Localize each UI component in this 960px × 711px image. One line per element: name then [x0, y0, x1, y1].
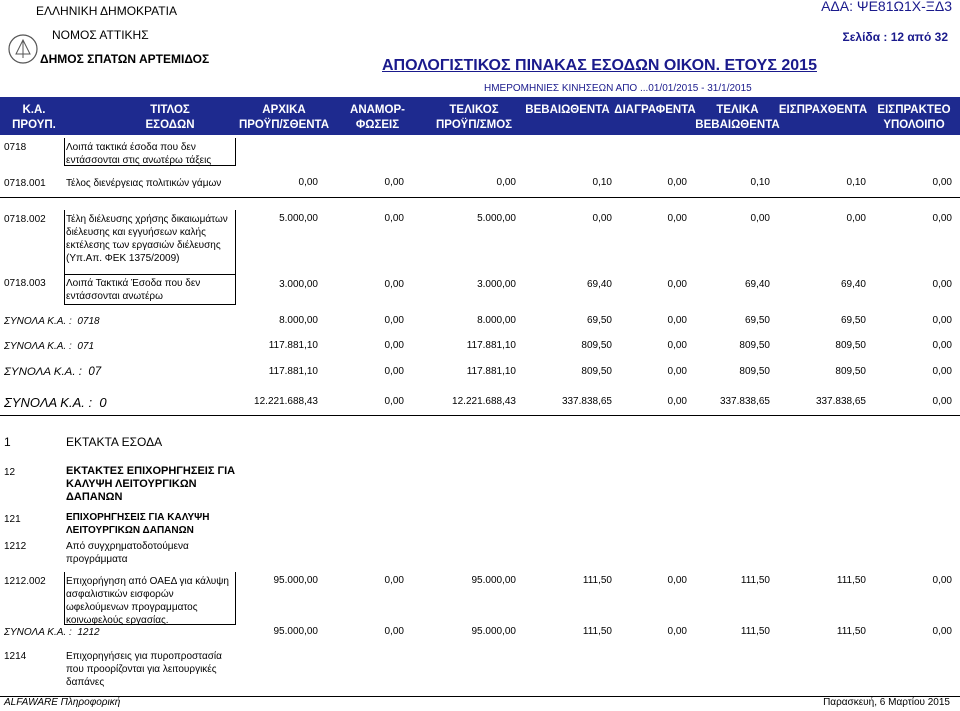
value-cell: 111,50	[582, 626, 612, 637]
value-cell: 0,00	[667, 213, 687, 224]
title-cell-box	[64, 210, 236, 275]
value-cell: 809,50	[581, 340, 612, 351]
row-code: 1212.002	[4, 576, 46, 587]
value-cell: 0,00	[384, 575, 404, 586]
col-final-budget: ΤΕΛΙΚΟΣ ΠΡΟΫΠ/ΣΜΟΣ	[435, 104, 513, 131]
total-label: ΣΥΝΟΛΑ Κ.Α. : 0	[4, 395, 107, 410]
title-cell-box	[64, 572, 236, 625]
row-code: 0718	[4, 142, 27, 153]
value-cell: 0,00	[384, 396, 404, 407]
value-cell: 0,00	[667, 315, 687, 326]
value-cell: 8.000,00	[477, 315, 516, 326]
value-cell: 809,50	[739, 340, 770, 351]
value-cell: 69,40	[586, 279, 612, 290]
value-cell: 0,00	[667, 340, 687, 351]
row-title: Από συγχρηματοδοτούμενα προγράμματα	[66, 541, 189, 565]
title-cell-box	[64, 274, 236, 305]
value-cell: 117.881,10	[466, 366, 516, 377]
value-cell: 0,00	[932, 279, 952, 290]
date-range: ΗΜΕΡΟΜΗΝΙΕΣ ΚΙΝΗΣΕΩΝ ΑΠΟ ...01/01/2015 - 31/1/2015	[484, 83, 752, 94]
value-cell: 111,50	[740, 626, 770, 637]
row-code: 0718.001	[4, 178, 46, 189]
value-cell: 0,00	[384, 366, 404, 377]
value-cell: 0,00	[932, 340, 952, 351]
row-code: 1	[4, 435, 11, 449]
value-cell: 0,00	[932, 315, 952, 326]
value-cell: 8.000,00	[279, 315, 318, 326]
value-cell: 69,50	[840, 315, 866, 326]
col-title: ΤΙΤΛΟΣ ΕΣΟΔΩΝ	[145, 104, 195, 131]
value-cell: 111,50	[582, 575, 612, 586]
value-cell: 0,00	[384, 213, 404, 224]
value-cell: 3.000,00	[279, 279, 318, 290]
row-divider	[0, 197, 960, 198]
value-cell: 0,00	[384, 177, 404, 188]
ada-code: ΑΔΑ: ΨΕ81Ω1Χ-ΞΔ3	[821, 0, 952, 14]
value-cell: 69,40	[840, 279, 866, 290]
total-label: ΣΥΝΟΛΑ Κ.Α. : 0718	[4, 316, 100, 327]
row-title: ΕΠΙΧΟΡΗΓΗΣΕΙΣ ΓΙΑ ΚΑΛΥΨΗ ΛΕΙΤΟΥΡΓΙΚΩΝ ΔΑΠΑΝΩΝ	[66, 512, 210, 536]
value-cell: 5.000,00	[279, 213, 318, 224]
emblem-icon	[6, 32, 40, 66]
value-cell: 0,00	[496, 177, 516, 188]
value-cell: 95.000,00	[273, 626, 318, 637]
col-certified: ΒΕΒΑΙΩΘΕΝΤΑ	[525, 104, 610, 116]
country-name: ΕΛΛΗΝΙΚΗ ΔΗΜΟΚΡΑΤΙΑ	[36, 4, 177, 18]
row-code: 121	[4, 514, 21, 525]
value-cell: 337.838,65	[719, 396, 770, 407]
row-code: 0718.002	[4, 214, 46, 225]
footer-date: Παρασκευή, 6 Μαρτίου 2015	[823, 697, 950, 708]
row-title: Επιχορήγηση από ΟΑΕΔ για κάλυψη ασφαλιστικών εισφορών ωφελούμενων προγραμματος κοινωφελούς εργασίας.	[66, 576, 229, 626]
value-cell: 0,00	[384, 279, 404, 290]
value-cell: 0,00	[932, 396, 952, 407]
value-cell: 0,00	[750, 213, 770, 224]
value-cell: 0,00	[932, 177, 952, 188]
value-cell: 111,50	[836, 626, 866, 637]
value-cell: 12.221.688,43	[452, 396, 516, 407]
total-label: ΣΥΝΟΛΑ Κ.Α. : 071	[4, 341, 95, 352]
footer-vendor: ALFAWARE Πληροφορική	[4, 697, 121, 708]
value-cell: 0,00	[932, 575, 952, 586]
value-cell: 69,40	[744, 279, 770, 290]
col-final-certified: ΤΕΛΙΚΑ ΒΕΒΑΙΩΘΕΝΤΑ	[695, 104, 780, 131]
value-cell: 0,00	[932, 626, 952, 637]
value-cell: 0,00	[667, 626, 687, 637]
row-title: Επιχορηγήσεις για πυροπροστασία που προορίζονται για λειτουργικές δαπάνες	[66, 651, 222, 688]
value-cell: 5.000,00	[477, 213, 516, 224]
value-cell: 0,00	[384, 626, 404, 637]
value-cell: 0,00	[846, 213, 866, 224]
row-divider	[0, 415, 960, 416]
footer-divider	[0, 696, 960, 697]
value-cell: 69,50	[744, 315, 770, 326]
value-cell: 95.000,00	[471, 626, 516, 637]
col-deleted: ΔΙΑΓΡΑΦΕΝΤΑ	[614, 104, 696, 116]
value-cell: 0,00	[667, 396, 687, 407]
row-title: Λοιπά Τακτικά Έσοδα που δεν εντάσσονται ανωτέρω	[66, 278, 201, 302]
value-cell: 0,00	[667, 177, 687, 188]
value-cell: 337.838,65	[815, 396, 866, 407]
value-cell: 0,00	[384, 315, 404, 326]
value-cell: 0,10	[846, 177, 866, 188]
value-cell: 95.000,00	[471, 575, 516, 586]
total-label: ΣΥΝΟΛΑ Κ.Α. : 1212	[4, 627, 100, 638]
col-code: Κ.Α. ΠΡΟΥΠ.	[12, 104, 56, 131]
value-cell: 117.881,10	[268, 340, 318, 351]
municipality-name: ΔΗΜΟΣ ΣΠΑΤΩΝ ΑΡΤΕΜΙΔΟΣ	[40, 52, 210, 66]
value-cell: 3.000,00	[477, 279, 516, 290]
value-cell: 0,00	[592, 213, 612, 224]
value-cell: 809,50	[835, 366, 866, 377]
value-cell: 0,10	[750, 177, 770, 188]
value-cell: 95.000,00	[273, 575, 318, 586]
value-cell: 111,50	[836, 575, 866, 586]
col-adjustments: ΑΝΑΜΟΡ- ΦΩΣΕΙΣ	[350, 104, 405, 131]
value-cell: 0,00	[667, 279, 687, 290]
value-cell: 111,50	[740, 575, 770, 586]
value-cell: 809,50	[581, 366, 612, 377]
col-initial: ΑΡΧΙΚΑ ΠΡΟΫΠ/ΣΘΕΝΤΑ	[238, 104, 330, 131]
row-title: Τέλη διέλευσης χρήσης δικαιωμάτων διέλευσης και εγγυήσεων καλής εκτέλεσης των εργασιών διέλευσης (Υπ.Απ. ΦΕΚ 1375/2009)	[66, 214, 228, 264]
value-cell: 117.881,10	[466, 340, 516, 351]
page-number: Σελίδα : 12 από 32	[842, 30, 948, 44]
row-code: 1212	[4, 541, 27, 552]
row-code: 12	[4, 467, 16, 478]
row-code: 1214	[4, 651, 27, 662]
value-cell: 337.838,65	[561, 396, 612, 407]
row-title: ΕΚΤΑΚΤΑ ΕΣΟΔΑ	[66, 435, 163, 449]
report-title: ΑΠΟΛΟΓΙΣΤΙΚΟΣ ΠΙΝΑΚΑΣ ΕΣΟΔΩΝ ΟΙΚΟΝ. ΕΤΟΥΣ 2015	[382, 57, 817, 74]
value-cell: 0,00	[667, 575, 687, 586]
row-title: ΕΚΤΑΚΤΕΣ ΕΠΙΧΟΡΗΓΗΣΕΙΣ ΓΙΑ ΚΑΛΥΨΗ ΛΕΙΤΟΥΡΓΙΚΩΝ ΔΑΠΑΝΩΝ	[66, 465, 236, 503]
total-label: ΣΥΝΟΛΑ Κ.Α. : 07	[4, 366, 102, 378]
row-title: Τέλος διενέργειας πολιτικών γάμων	[66, 178, 222, 189]
value-cell: 0,00	[932, 366, 952, 377]
row-title: Λοιπά τακτικά έσοδα που δεν εντάσσονται στις ανωτέρω τάξεις	[66, 142, 212, 166]
value-cell: 117.881,10	[268, 366, 318, 377]
value-cell: 0,00	[384, 340, 404, 351]
value-cell: 809,50	[739, 366, 770, 377]
value-cell: 0,00	[932, 213, 952, 224]
value-cell: 12.221.688,43	[254, 396, 318, 407]
title-cell-box	[64, 138, 236, 166]
col-collected: ΕΙΣΠΡΑΧΘΕΝΤΑ	[778, 104, 868, 116]
value-cell: 0,00	[667, 366, 687, 377]
prefecture-name: ΝΟΜΟΣ ΑΤΤΙΚΗΣ	[52, 28, 149, 42]
value-cell: 0,10	[592, 177, 612, 188]
value-cell: 809,50	[835, 340, 866, 351]
value-cell: 69,50	[586, 315, 612, 326]
row-code: 0718.003	[4, 278, 46, 289]
col-receivable: ΕΙΣΠΡΑΚΤΕΟ ΥΠΟΛΟΙΠΟ	[877, 104, 951, 131]
value-cell: 0,00	[298, 177, 318, 188]
